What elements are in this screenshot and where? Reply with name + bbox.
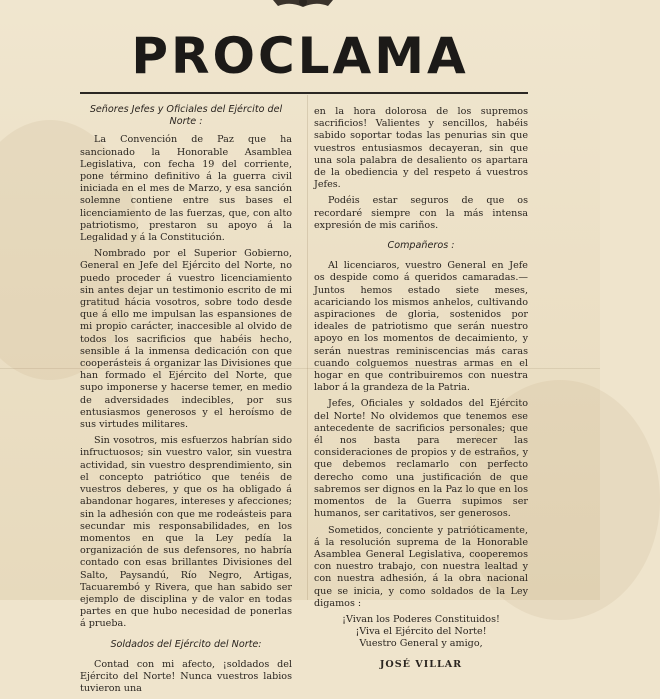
- paragraph: La Convención de Paz que ha sancionado la Honorable Asamblea Legislativa, con fecha 19 del corriente, pone término definitivo á la guerra civil iniciada en el mes de Marzo, y esa sanción solemne contiene entre sus bases el licenciamiento de las fuerzas, que, con alto patriotismo, prestaron su apoyo á la Legalidad y á la Constitución.: [80, 134, 292, 244]
- paragraph: Podéis estar seguros de que os recordaré siempre con la más intensa expresión de mis cariños.: [314, 195, 528, 231]
- title-rule: [80, 92, 528, 94]
- paragraph: Sometidos, conciente y patrióticamente, á la resolución suprema de la Honorable Asamblea General Legislativa, cooperemos con nuestro trabajo, con nuestra lealtad y con nuestra adhesión, á la obra nacional que se inicia, y como soldados de la Ley digamos :: [314, 524, 528, 609]
- closing-line: Vuestro General y amigo,: [359, 638, 483, 650]
- salutation-comrades: Compañeros :: [387, 240, 455, 252]
- paragraph: Sin vosotros, mis esfuerzos habrían sido infructuosos; sin vuestro valor, sin vuestra actividad, sin vuestro desprendimiento, sin el concepto patriótico que tenéis de vuestros deberes, y que os ha obligado á abandonar hogares, intereses y afecciones; sin la adhesión con que me rodeásteis para secundar mis responsabilidades, en los momentos en que la Ley pedía la organización de sus defensores, no habría contado con esas brillantes Divisiones del Salto, Paysandú, Río Negro, Artigas, Tacuarembó y Rivera, que han sabido ser ejemplo de disciplina y de valor en todas partes en que hubo necesidad de ponerlas á prueba.: [80, 435, 292, 630]
- paragraph: Nombrado por el Superior Gobierno, General en Jefe del Ejército del Norte, no puedo proceder á vuestro licenciamiento sin antes dejar un testimonio escrito de mi gratitud hácia vosotros, sobre todo desde que á ello me impulsan las espansiones de mi propio carácter, inaccesible al olvido de todos los sacrificios que habéis hecho, sensible á la inmensa dedicación con que cooperásteis á organizar las Divisiones que han formado el Ejército del Norte, que supo imponerse y hacerse temer, en medio de adversidades indecibles, por sus entusiasmos generosos y el heroísmo de sus virtudes militares.: [80, 248, 292, 431]
- page-title: PROCLAMA: [131, 27, 469, 85]
- cheer-line: ¡Viva el Ejército del Norte!: [355, 626, 487, 638]
- salutation-officers: Señores Jefes y Oficiales del Ejército del Norte :: [89, 104, 283, 128]
- paragraph: Jefes, Oficiales y soldados del Ejército del Norte! No olvidemos que tenemos ese antecedente de sacrificios personales; que él nos basta para merecer las consideraciones de propios y de estraños, y que debemos reclamarlo con perfecto derecho como una justificación de que sabremos ser dignos en la Paz lo que en los momentos de la Guerra supimos ser humanos, ser caritativos, ser generosos.: [314, 398, 528, 520]
- paragraph: Contad con mi afecto, ¡soldados del Ejército del Norte! Nunca vuestros labios tuvieron una: [80, 658, 292, 695]
- right-column: [314, 106, 528, 680]
- cheer-line: ¡Vivan los Poderes Constituidos!: [342, 613, 500, 625]
- salutation-soldiers: Soldados del Ejército del Norte:: [110, 638, 262, 650]
- paragraph: Al licenciaros, vuestro General en Jefe os despide como á queridos camaradas.—Juntos hemos estado siete meses, acariciando los mismos anhelos, cultivando aspiraciones de gloria, sostenidos por ideales de patriotismo que serán nuestro apoyo en los momentos de decaimiento, y serán nuestras reminiscencias más caras cuando colguemos nuestras armas en el hogar en que contribuiremos con nuestra labor á la grandeza de la Patria.: [314, 260, 528, 394]
- signature: JOSÉ VILLAR: [379, 658, 463, 670]
- coat-of-arms-emblem-icon: [268, 0, 338, 10]
- fold-crease-vertical: [307, 95, 308, 600]
- left-column: [80, 104, 292, 699]
- paragraph: en la hora dolorosa de los supremos sacrificios! Valientes y sencillos, habéis sabido soportar todas las penurias sin que vuestros entusiasmos decayeran, sin que una sola palabra de desaliento os apartara de la obediencia y del respeto á vuestros Jefes.: [314, 106, 528, 191]
